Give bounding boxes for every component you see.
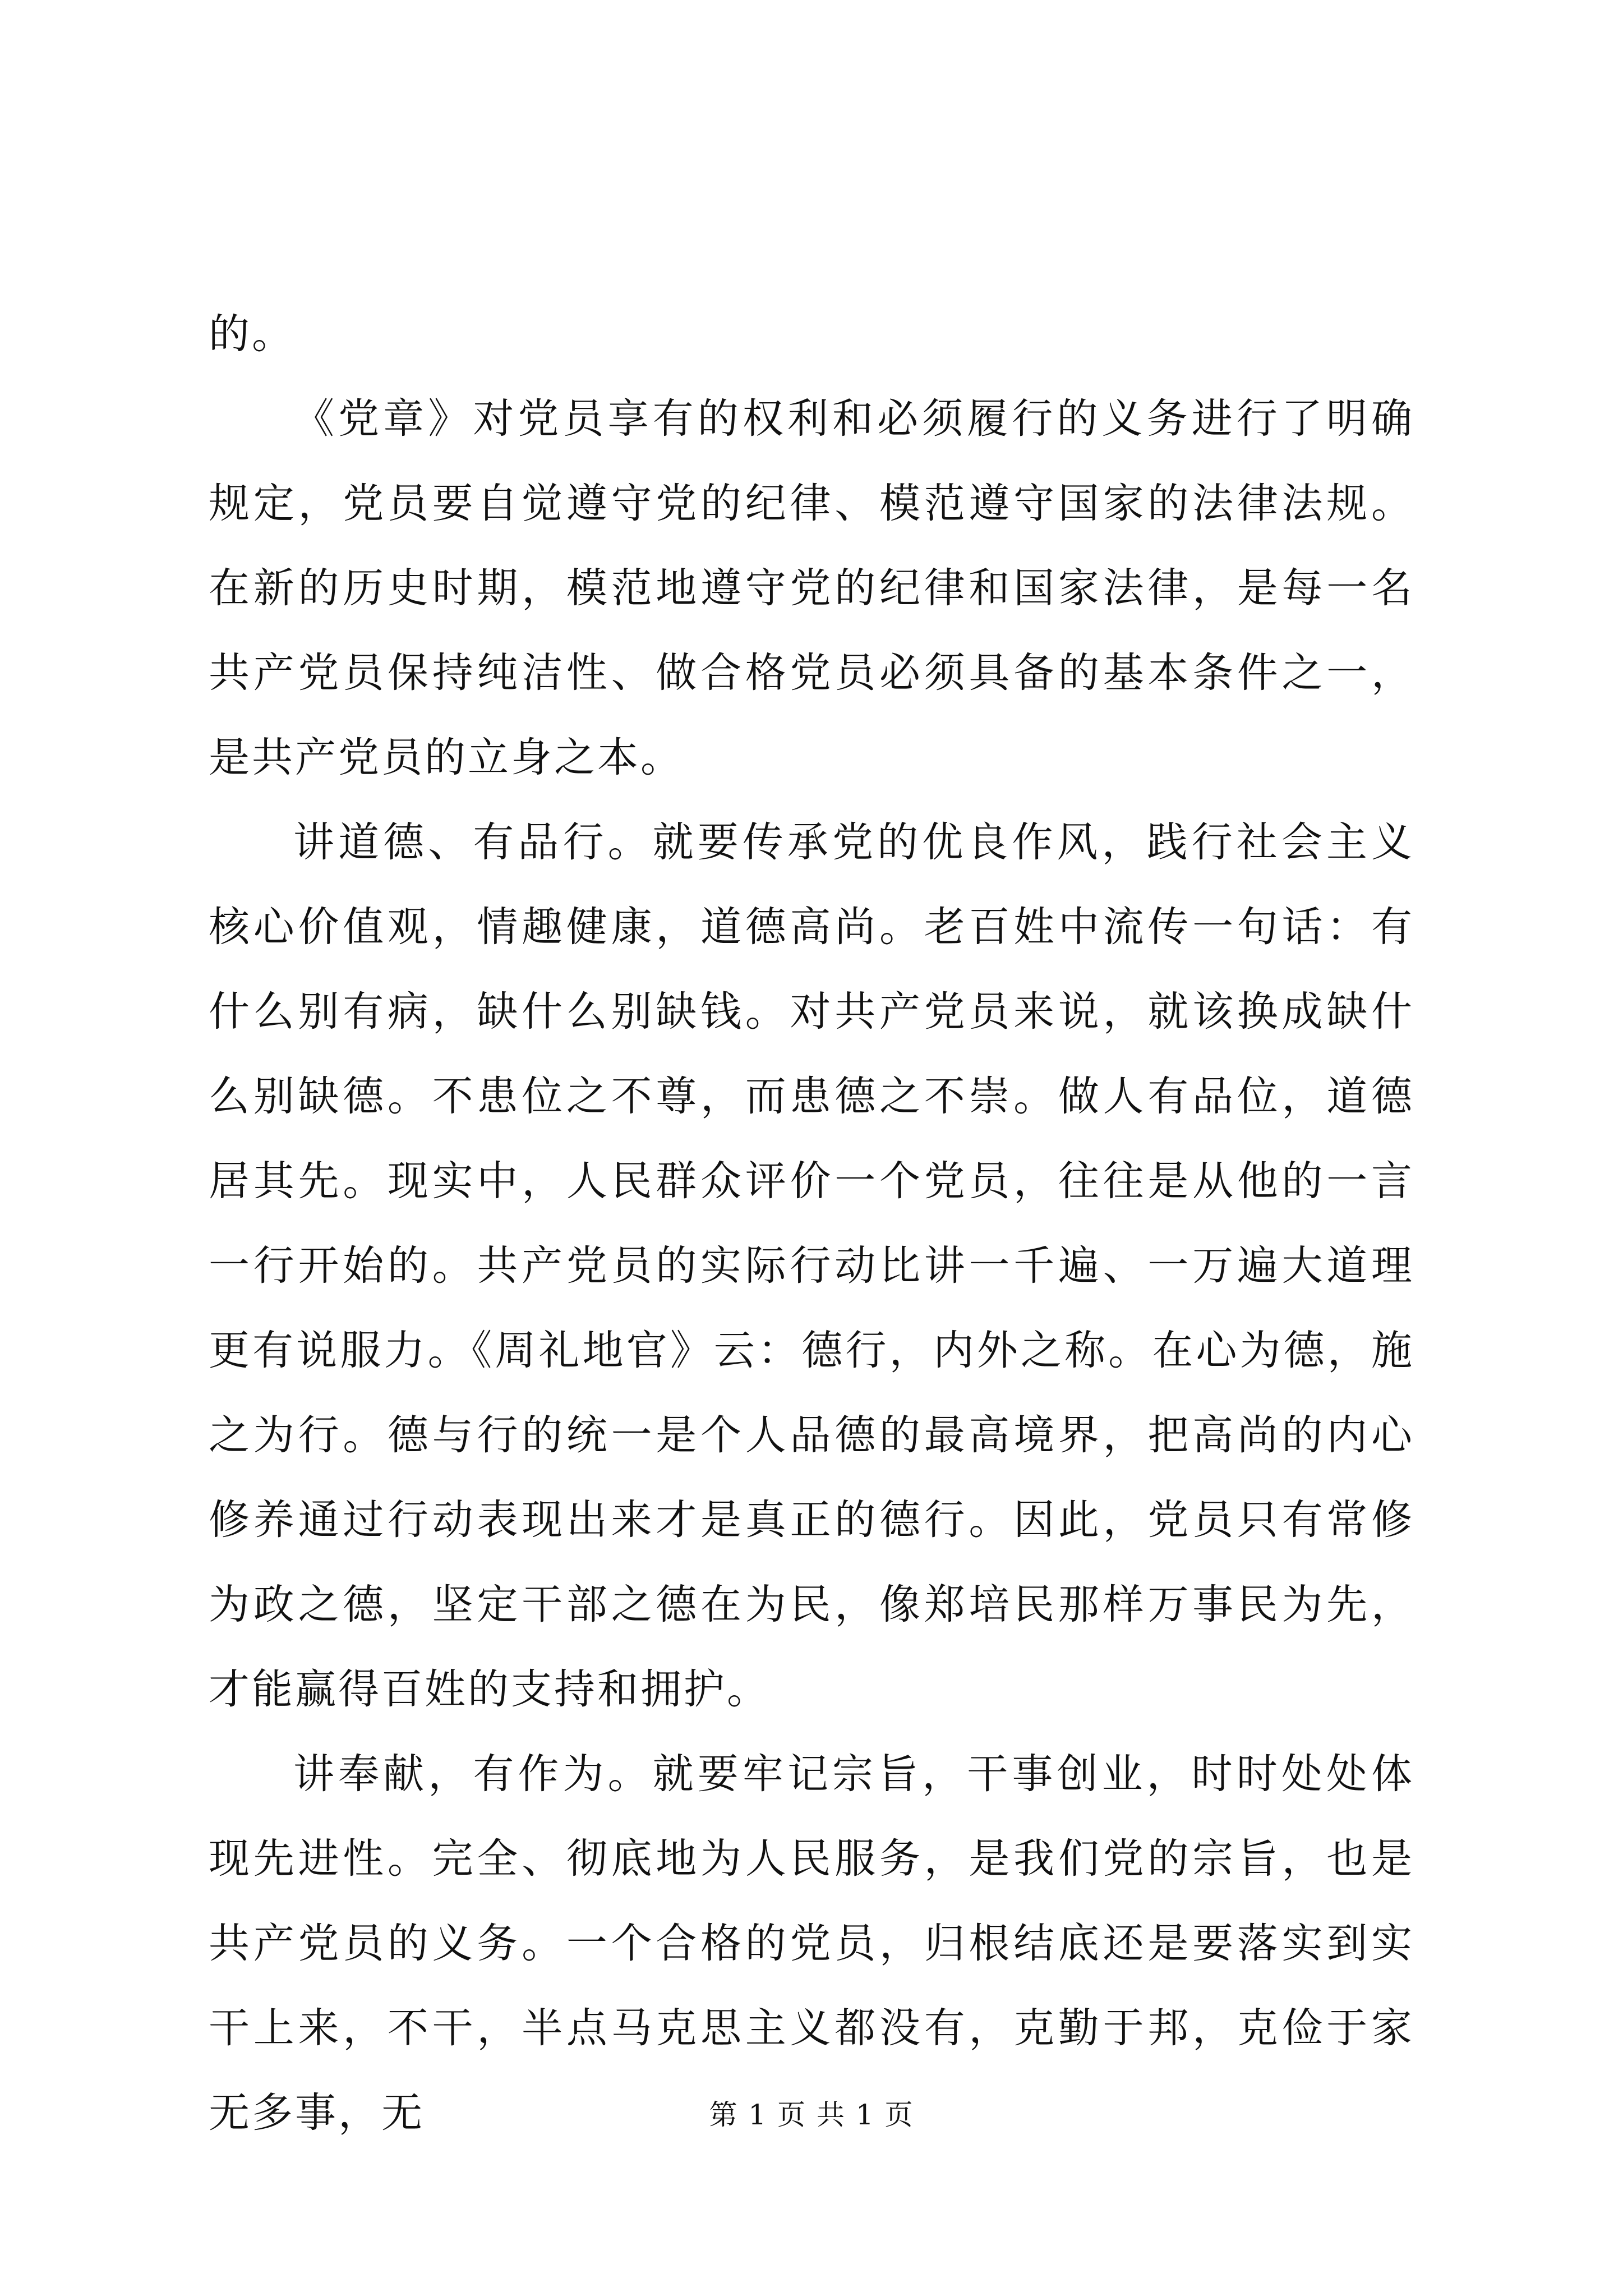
paragraph-morality: 讲道德、有品行。就要传承党的优良作风，践行社会主义核心价值观，情趣健康，道德高尚。老百姓中流传一句话：有什么别有病，缺什么别缺钱。对共产党员来说，就该换成缺什么别缺德。不患位之不尊，而患德之不崇。做人有品位，道德居其先。现实中，人民群众评价一个党员，往往是从他的一言一行开始的。共产党员的实际行动比讲一千遍、一万遍大道理更有说服力。《周礼地官》云：德行，内外之称。在心为德，施之为行。德与行的统一是个人品德的最高境界，把高尚的内心修养通过行动表现出来才是真正的德行。因此，党员只有常修为政之德，坚定干部之德在为民，像郑培民那样万事民为先，才能赢得百姓的支持和拥护。 [209, 818, 1414, 1713]
document-body [209, 292, 1414, 2155]
page-number-footer: 第 1 页 共 1 页 [709, 2099, 914, 2131]
paragraph-continuation: 的。 [209, 310, 295, 358]
paragraph-dedication: 讲奉献，有作为。就要牢记宗旨，干事创业，时时处处体现先进性。完全、彻底地为人民服务，是我们党的宗旨，也是共产党员的义务。一个合格的党员，归根结底还是要落实到实干上来，不干，半点马克思主义都没有，克勤于邦，克俭于家无多事，无 [209, 1750, 1414, 2137]
paragraph-party-constitution: 《党章》对党员享有的权利和必须履行的义务进行了明确规定，党员要自觉遵守党的纪律、模范遵守国家的法律法规。在新的历史时期，模范地遵守党的纪律和国家法律，是每一名共产党员保持纯洁性、做合格党员必须具备的基本条件之一，是共产党员的立身之本。 [209, 395, 1414, 781]
